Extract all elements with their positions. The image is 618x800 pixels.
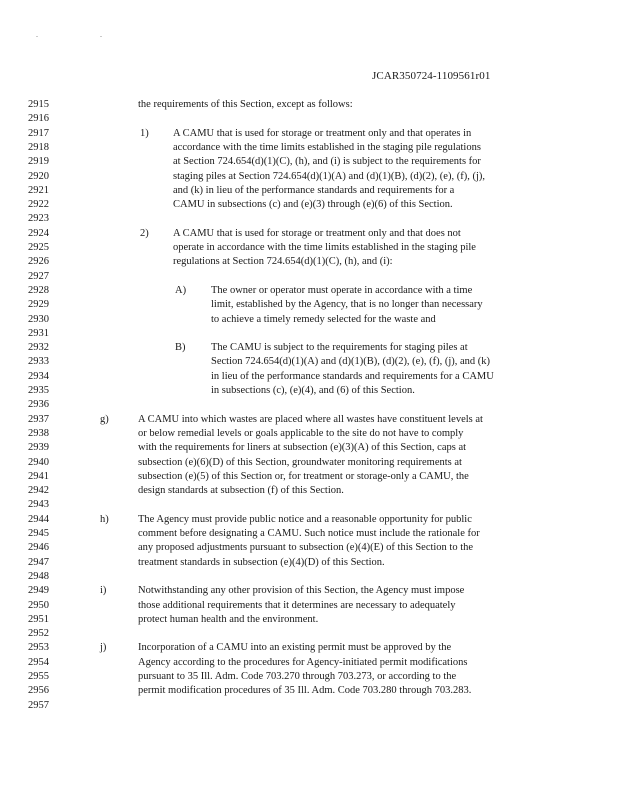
subsection-marker: j) bbox=[100, 642, 107, 654]
line-number: 2927 bbox=[28, 270, 49, 282]
line-text: permit modification procedures of 35 Ill. Adm. Code 703.280 through 703.283. bbox=[138, 685, 472, 697]
line-number: 2953 bbox=[28, 642, 49, 654]
line-text: Agency according to the procedures for Agency-initiated permit modifications bbox=[138, 656, 468, 668]
line-number: 2929 bbox=[28, 299, 49, 311]
line-number: 2930 bbox=[28, 313, 49, 325]
line-text: operate in accordance with the time limits established in the staging pile bbox=[173, 242, 476, 253]
subsection-marker: h) bbox=[100, 513, 109, 525]
line-number: 2943 bbox=[28, 499, 49, 511]
line-number: 2918 bbox=[28, 141, 49, 153]
scan-specks: . . bbox=[36, 30, 132, 39]
line-number: 2935 bbox=[28, 385, 49, 396]
line-text: pursuant to 35 Ill. Adm. Code 703.270 through 703.273, or according to the bbox=[138, 671, 457, 682]
line-text: design standards at subsection (f) of this Section. bbox=[138, 485, 344, 497]
line-number: 2957 bbox=[28, 699, 49, 711]
subsection-marker: B) bbox=[175, 342, 186, 354]
subsection-marker: i) bbox=[100, 585, 107, 597]
subsection-marker: A) bbox=[175, 284, 187, 296]
line-text: protect human health and the environment. bbox=[138, 613, 319, 625]
line-number: 2956 bbox=[28, 685, 49, 697]
line-number: 2950 bbox=[28, 599, 49, 611]
line-number: 2951 bbox=[28, 613, 49, 625]
line-text: CAMU in subsections (c) and (e)(3) through (e)(6) of this Section. bbox=[173, 199, 453, 211]
line-text: The owner or operator must operate in accordance with a time bbox=[211, 284, 473, 296]
line-text: those additional requirements that it determines are necessary to adequately bbox=[138, 599, 456, 611]
line-text: staging piles at Section 724.654(d)(1)(A) and (d)(1)(B), (d)(2), (e), (f), (j), bbox=[173, 170, 485, 182]
line-number: 2936 bbox=[28, 399, 49, 411]
line-text: subsection (e)(5) of this Section or, for treatment or storage-only a CAMU, the bbox=[138, 470, 469, 482]
line-number: 2949 bbox=[28, 585, 49, 597]
line-text: regulations at Section 724.654(d)(1)(C), (h), and (i): bbox=[173, 256, 393, 268]
line-number: 2945 bbox=[28, 528, 49, 539]
line-number: 2937 bbox=[28, 413, 49, 425]
document-header-id: JCAR350724-1109561r01 bbox=[372, 70, 491, 82]
line-number: 2946 bbox=[28, 542, 49, 554]
line-number: 2932 bbox=[28, 342, 49, 354]
line-number: 2925 bbox=[28, 242, 49, 253]
line-number: 2944 bbox=[28, 513, 49, 525]
line-number: 2926 bbox=[28, 256, 49, 268]
line-text: treatment standards in subsection (e)(4)(D) of this Section. bbox=[138, 556, 385, 568]
line-text: the requirements of this Section, except as follows: bbox=[138, 99, 353, 110]
line-text: limit, established by the Agency, that is no longer than necessary bbox=[211, 299, 483, 311]
line-text: The CAMU is subject to the requirements for staging piles at bbox=[211, 342, 468, 354]
line-text: A CAMU into which wastes are placed where all wastes have constituent levels at bbox=[138, 413, 483, 425]
line-text: to achieve a timely remedy selected for the waste and bbox=[211, 313, 436, 325]
line-number: 2931 bbox=[28, 327, 49, 339]
line-number: 2954 bbox=[28, 656, 49, 668]
line-number: 2947 bbox=[28, 556, 49, 568]
line-number: 2934 bbox=[28, 370, 49, 382]
line-text: any proposed adjustments pursuant to subsection (e)(4)(E) of this Section to the bbox=[138, 542, 474, 554]
line-number: 2940 bbox=[28, 456, 49, 468]
line-text: Incorporation of a CAMU into an existing permit must be approved by the bbox=[138, 642, 452, 654]
line-text: or below remedial levels or goals applicable to the site do not have to comply bbox=[138, 427, 464, 439]
line-text: in subsections (c), (e)(4), and (6) of this Section. bbox=[211, 385, 415, 396]
line-text: and (k) in lieu of the performance standards and requirements for a bbox=[173, 184, 455, 196]
line-text: The Agency must provide public notice and a reasonable opportunity for public bbox=[138, 513, 472, 525]
line-number: 2921 bbox=[28, 184, 49, 196]
line-text: comment before designating a CAMU. Such notice must include the rationale for bbox=[138, 528, 480, 539]
line-text: at Section 724.654(d)(1)(C), (h), and (i) is subject to the requirements for bbox=[173, 156, 481, 168]
subsection-marker: 1) bbox=[140, 127, 149, 139]
line-number: 2923 bbox=[28, 213, 49, 225]
line-text: in lieu of the performance standards and requirements for a CAMU bbox=[211, 370, 494, 382]
line-number: 2915 bbox=[28, 99, 49, 110]
line-number: 2924 bbox=[28, 227, 49, 239]
line-number: 2938 bbox=[28, 427, 49, 439]
line-number: 2955 bbox=[28, 671, 49, 682]
line-text: subsection (e)(6)(D) of this Section, groundwater monitoring requirements at bbox=[138, 456, 462, 468]
line-number: 2920 bbox=[28, 170, 49, 182]
line-number: 2948 bbox=[28, 570, 49, 582]
line-number: 2919 bbox=[28, 156, 49, 168]
line-number: 2916 bbox=[28, 113, 49, 125]
line-number: 2928 bbox=[28, 284, 49, 296]
line-text: Section 724.654(d)(1)(A) and (d)(1)(B), (d)(2), (e), (f), (j), and (k) bbox=[211, 356, 491, 368]
line-text: with the requirements for liners at subsection (e)(3)(A) of this Section, caps at bbox=[138, 442, 467, 454]
line-text: A CAMU that is used for storage or treatment only and that operates in bbox=[173, 127, 472, 139]
subsection-marker: 2) bbox=[140, 227, 149, 239]
line-text: accordance with the time limits established in the staging pile regulations bbox=[173, 141, 481, 153]
line-number: 2941 bbox=[28, 470, 49, 482]
line-number: 2942 bbox=[28, 485, 49, 497]
line-number: 2922 bbox=[28, 199, 49, 211]
line-number: 2933 bbox=[28, 356, 49, 368]
line-number: 2939 bbox=[28, 442, 49, 454]
line-text: A CAMU that is used for storage or treatment only and that does not bbox=[173, 227, 461, 239]
line-number: 2917 bbox=[28, 127, 49, 139]
line-number: 2952 bbox=[28, 628, 49, 640]
subsection-marker: g) bbox=[100, 413, 109, 425]
line-text: Notwithstanding any other provision of this Section, the Agency must impose bbox=[138, 585, 465, 597]
